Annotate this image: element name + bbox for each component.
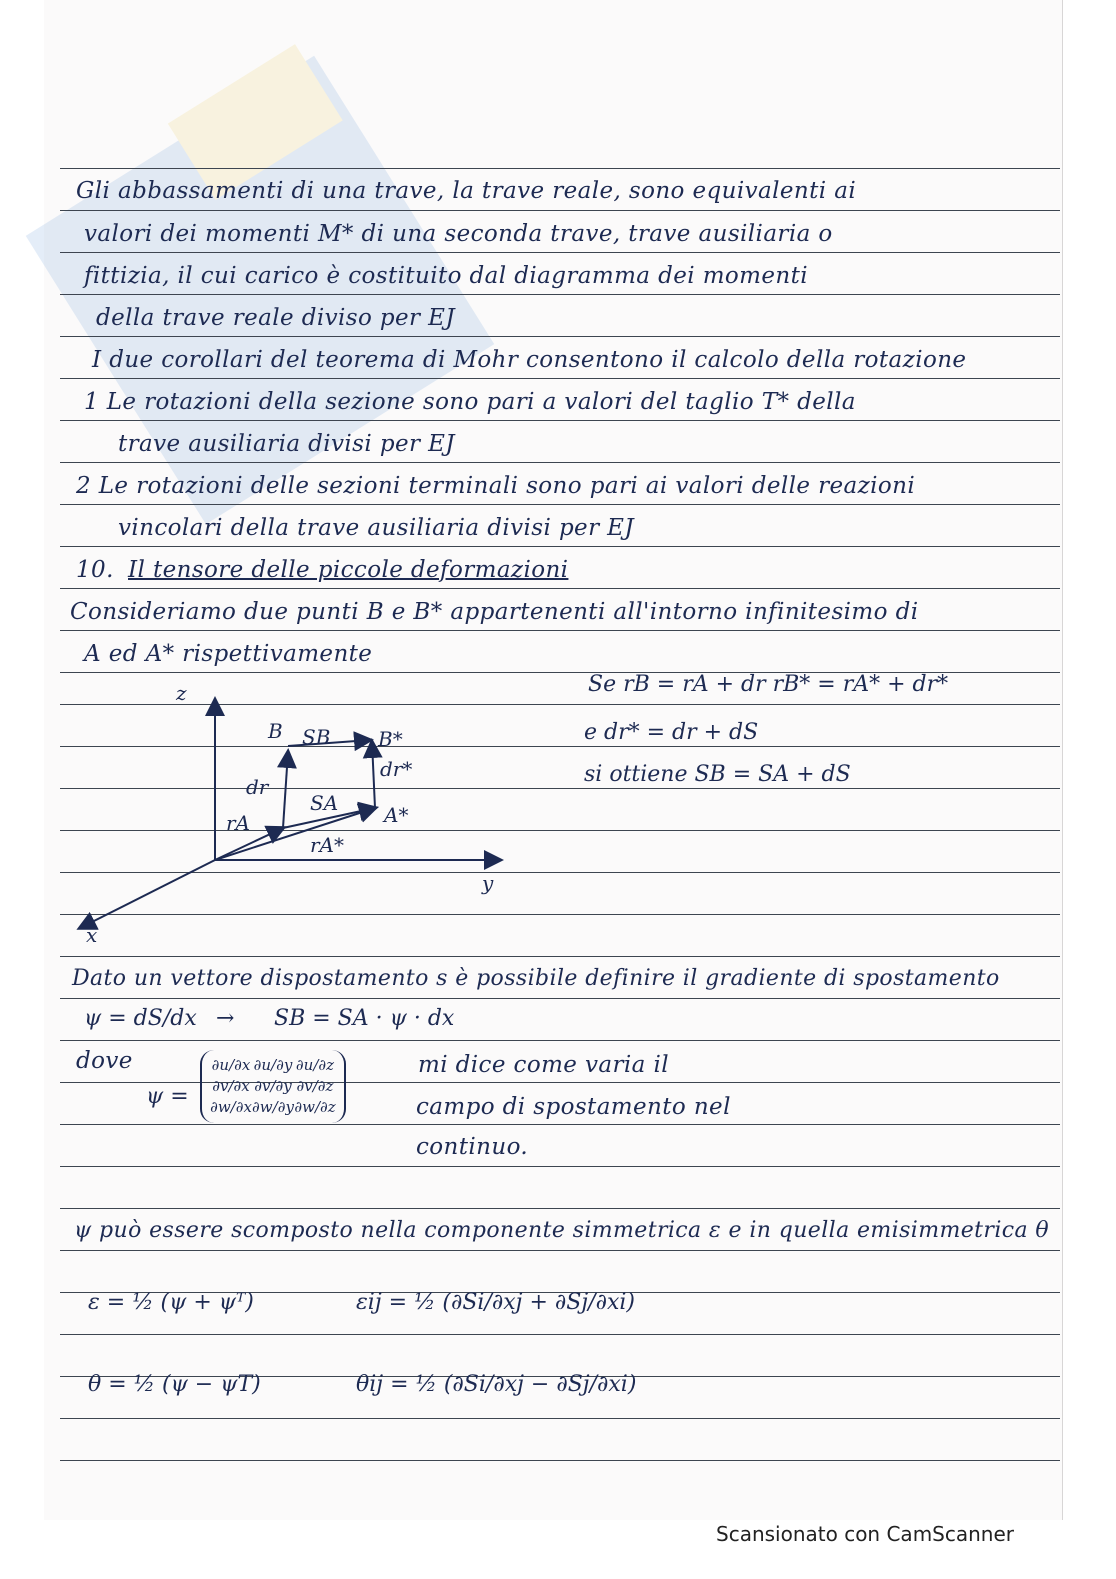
matrix-cell: ∂w/∂z [294,1098,336,1116]
label-axis-y: y [482,871,494,895]
epsilon-formula: ε = ½ (ψ + ψᵀ) [88,1290,254,1315]
matrix-cell: ∂u/∂z [295,1056,335,1074]
text-line: della trave reale diviso per EJ [96,305,455,331]
text-line: Consideriamo due punti B e B* appartenenti all'intorno infinitesimo di [70,599,919,625]
label-ra: rA [226,811,251,835]
where-label: dove [76,1048,133,1074]
label-dr-star: dr* [380,757,413,781]
matrix-cell: ∂v/∂x [212,1077,250,1095]
label-axis-x: x [86,923,98,947]
sb-formula: SB = SA · ψ · dx [274,1006,455,1031]
vector-dr [283,752,288,828]
section-title: Il tensore delle piccole deformazioni [128,557,569,583]
matrix-note: continuo. [416,1134,529,1160]
side-note: e dr* = dr + dS [584,720,759,745]
matrix-cell: ∂v/∂y [254,1077,292,1095]
gradient-matrix [200,1050,346,1123]
text-line: 1 Le rotazioni della sezione sono pari a valori del taglio T* della [84,389,856,415]
text-line: A ed A* rispettivamente [84,641,373,667]
matrix-cell: ∂w/∂y [252,1098,294,1116]
label-ra-star: rA* [310,833,345,857]
side-note: si ottiene SB = SA + dS [584,762,851,787]
psi-equals: ψ = [146,1084,189,1109]
arrow: → [216,1006,235,1031]
text-line: Dato un vettore dispostamento s è possibile definire il gradiente di spostamento [72,966,1000,991]
theta-formula: θ = ½ (ψ − ψT) [88,1372,261,1397]
label-sa: SA [310,791,339,815]
text-line: valori dei momenti M* di una seconda trave, trave ausiliaria o [84,221,833,247]
matrix-cell: ∂u/∂x [211,1056,251,1074]
text-line: vincolari della trave ausiliaria divisi per EJ [118,515,634,541]
side-note: Se rB = rA + dr rB* = rA* + dr* [588,672,949,697]
label-axis-z: z [176,681,187,705]
text-line: trave ausiliaria divisi per EJ [118,431,455,457]
text-line: Gli abbassamenti di una trave, la trave reale, sono equivalenti ai [76,178,857,204]
text-line: fittizia, il cui carico è costituito dal diagramma dei momenti [84,263,809,289]
matrix-cell: ∂u/∂y [253,1056,293,1074]
x-axis [80,860,215,928]
label-a-star: A* [384,803,409,827]
matrix-note: mi dice come varia il [418,1052,670,1078]
theta-ij-formula: θij = ½ (∂Si/∂xj − ∂Sj/∂xi) [356,1372,637,1397]
label-b-star: B* [378,727,403,751]
text-line: 2 Le rotazioni delle sezioni terminali sono pari ai valori delle reazioni [76,473,916,499]
scanner-footer: Scansionato con CamScanner [716,1522,1014,1546]
decomposition-text: ψ può essere scomposto nella componente simmetrica ε e in quella emisimmetrica θ [74,1218,1050,1243]
psi-definition: ψ = dS/dx [84,1006,197,1031]
matrix-cell: ∂v/∂z [296,1077,334,1095]
matrix-cell: ∂w/∂x [210,1098,252,1116]
section-number: 10. [76,557,114,583]
label-dr: dr [246,775,269,799]
label-sb: SB [302,725,331,749]
epsilon-ij-formula: εij = ½ (∂Si/∂xj + ∂Sj/∂xi) [356,1290,635,1315]
text-line: I due corollari del teorema di Mohr consentono il calcolo della rotazione [92,347,967,373]
matrix-note: campo di spostamento nel [416,1094,731,1120]
label-b: B [268,719,283,743]
vector-dr-star [372,742,375,808]
